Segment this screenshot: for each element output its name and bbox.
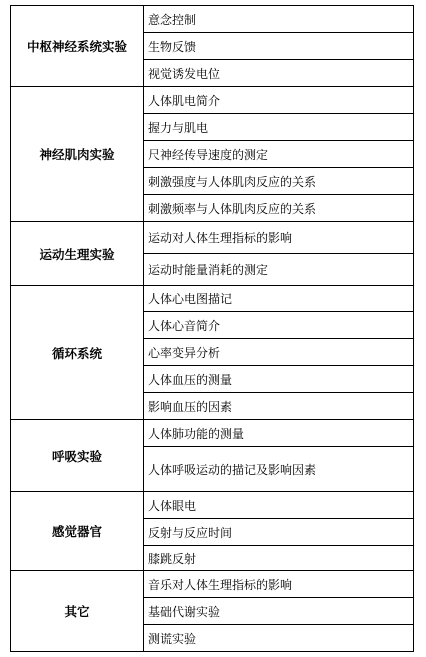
item-cell: 人体肌电简介	[144, 87, 414, 114]
item-cell: 刺激频率与人体肌肉反应的关系	[144, 195, 414, 222]
item-cell: 影响血压的因素	[144, 393, 414, 420]
item-cell: 人体眼电	[144, 492, 414, 519]
table-row	[11, 87, 414, 114]
table-row	[11, 420, 414, 447]
category-cell: 感觉器官	[11, 492, 144, 571]
table-row	[11, 6, 414, 33]
item-cell: 心率变异分析	[144, 339, 414, 366]
category-cell: 运动生理实验	[11, 222, 144, 286]
item-cell: 尺神经传导速度的测定	[144, 141, 414, 168]
item-cell: 意念控制	[144, 6, 414, 33]
item-cell: 握力与肌电	[144, 114, 414, 141]
table-row	[11, 222, 414, 254]
item-cell: 基础代谢实验	[144, 598, 414, 625]
category-cell: 其它	[11, 571, 144, 652]
item-cell: 运动时能量消耗的测定	[144, 254, 414, 286]
item-cell: 刺激强度与人体肌肉反应的关系	[144, 168, 414, 195]
item-cell: 运动对人体生理指标的影响	[144, 222, 414, 254]
experiment-table	[10, 5, 414, 652]
item-cell: 测谎实验	[144, 625, 414, 652]
item-cell: 生物反馈	[144, 33, 414, 60]
table-row	[11, 286, 414, 312]
table-row	[11, 571, 414, 598]
item-cell: 反射与反应时间	[144, 519, 414, 546]
item-cell: 人体心电图描记	[144, 286, 414, 312]
item-cell: 人体肺功能的测量	[144, 420, 414, 447]
category-cell: 神经肌肉实验	[11, 87, 144, 222]
item-cell: 音乐对人体生理指标的影响	[144, 571, 414, 598]
item-cell: 人体呼吸运动的描记及影响因素	[144, 447, 414, 492]
category-cell: 呼吸实验	[11, 420, 144, 492]
item-cell: 视觉诱发电位	[144, 60, 414, 87]
item-cell: 膝跳反射	[144, 546, 414, 571]
item-cell: 人体心音简介	[144, 312, 414, 339]
item-cell: 人体血压的测量	[144, 366, 414, 393]
table-row	[11, 492, 414, 519]
category-cell: 中枢神经系统实验	[11, 6, 144, 87]
category-cell: 循环系统	[11, 286, 144, 420]
